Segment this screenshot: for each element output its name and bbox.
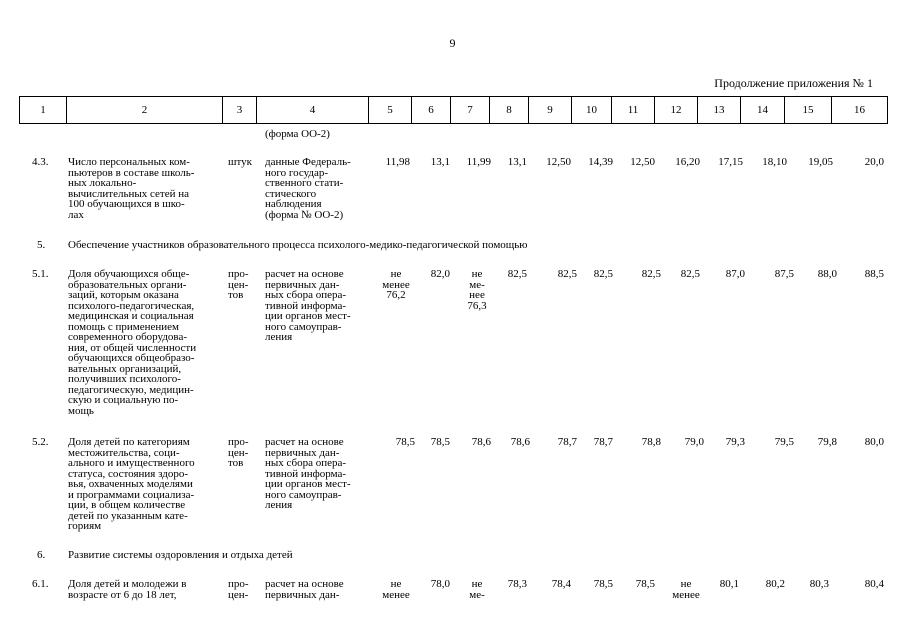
data-source: расчет на основе первичных дан- ных сбора опера- тивной информа- ции органов мест- ного самоуправ- ления [265, 436, 351, 511]
page-number: 9 [449, 36, 456, 50]
value-cell: 12,50 [630, 156, 655, 168]
row-number: 6.1. [32, 578, 49, 590]
value-cell: 78,6 [471, 436, 491, 448]
column-number: 11 [612, 97, 655, 124]
value-cell: 78,5 [395, 436, 415, 448]
value-cell: не ме- [469, 578, 485, 601]
value-cell: 18,10 [762, 156, 787, 168]
value-cell: 11,99 [466, 156, 491, 168]
value-cell: 19,05 [808, 156, 833, 168]
value-cell: 80,4 [864, 578, 884, 590]
value-cell: 17,15 [718, 156, 743, 168]
section-title: Развитие системы оздоровления и отдыха детей [68, 549, 293, 561]
source-carryover: (форма ОО-2) [265, 128, 330, 140]
value-cell: 13,1 [507, 156, 527, 168]
value-cell: 82,5 [680, 268, 700, 280]
value-cell: 87,5 [774, 268, 794, 280]
value-cell: 79,8 [817, 436, 837, 448]
value-cell: 78,5 [593, 578, 613, 590]
value-cell: 87,0 [725, 268, 745, 280]
indicator-name: Доля детей по категориям местожительства, соци- ального и имущественного статуса, состояния здоро- вья, охваченных моделями и программами социализа- ции, в общем количестве детей по указанным кате- гориям [68, 436, 195, 532]
row-number: 5.1. [32, 268, 49, 280]
column-number: 15 [785, 97, 832, 124]
value-cell: 78,3 [507, 578, 527, 590]
value-cell: не менее [382, 578, 410, 601]
value-cell: не менее 76,2 [382, 268, 410, 301]
value-cell: 78,0 [430, 578, 450, 590]
row-number: 5.2. [32, 436, 49, 448]
column-number: 16 [832, 97, 888, 124]
value-cell: 82,5 [507, 268, 527, 280]
column-number: 1 [20, 97, 67, 124]
value-cell: 88,5 [864, 268, 884, 280]
column-number: 3 [223, 97, 257, 124]
appendix-continuation: Продолжение приложения № 1 [714, 76, 873, 90]
value-cell: 79,3 [725, 436, 745, 448]
column-number-header [19, 96, 888, 124]
column-number: 8 [490, 97, 529, 124]
value-cell: 78,8 [641, 436, 661, 448]
value-cell: 16,20 [675, 156, 700, 168]
column-number: 2 [67, 97, 223, 124]
value-cell: 82,0 [430, 268, 450, 280]
value-cell: 13,1 [430, 156, 450, 168]
value-cell: 11,98 [385, 156, 410, 168]
column-number: 7 [451, 97, 490, 124]
data-source: расчет на основе первичных дан- [265, 578, 344, 601]
value-cell: 78,5 [430, 436, 450, 448]
value-cell: 82,5 [641, 268, 661, 280]
value-cell: 20,0 [864, 156, 884, 168]
unit-of-measure: про- цен- тов [228, 436, 249, 469]
column-number: 13 [698, 97, 741, 124]
unit-of-measure: про- цен- тов [228, 268, 249, 301]
value-cell: 82,5 [593, 268, 613, 280]
unit-of-measure: про- цен- [228, 578, 249, 601]
value-cell: 78,7 [593, 436, 613, 448]
indicator-name: Число персональных ком- пьютеров в составе школь- ных локально- вычислительных сетей на 100 обучающихся в шко- лах [68, 156, 195, 221]
unit-of-measure: штук [228, 156, 252, 168]
value-cell: 78,6 [510, 436, 530, 448]
indicator-name: Доля детей и молодежи в возрасте от 6 до 18 лет, [68, 578, 187, 601]
column-number: 4 [257, 97, 369, 124]
column-number: 12 [655, 97, 698, 124]
row-number: 4.3. [32, 156, 49, 168]
indicator-name: Доля обучающихся обще- образовательных органи- заций, которым оказана психолого-педагогическая, медицинская и социальная помощь с применением современного оборудова- ния, от общей численности обучающихся общеобразо- вательных организаций, получивших психолого- педагогическую, медицин- скую и социальную по- мощь [68, 268, 197, 417]
section-number: 5. [37, 239, 46, 251]
value-cell: 80,3 [809, 578, 829, 590]
value-cell: 80,2 [765, 578, 785, 590]
value-cell: не менее [672, 578, 700, 601]
value-cell: 82,5 [557, 268, 577, 280]
data-source: расчет на основе первичных дан- ных сбора опера- тивной информа- ции органов мест- ного самоуправ- ления [265, 268, 351, 343]
section-number: 6. [37, 549, 46, 561]
value-cell: 79,0 [684, 436, 704, 448]
column-number: 9 [529, 97, 572, 124]
value-cell: 80,0 [864, 436, 884, 448]
data-source: данные Федераль- ного государ- ственного стати- стического наблюдения (форма № ОО-2) [265, 156, 351, 221]
value-cell: 78,7 [557, 436, 577, 448]
value-cell: 88,0 [817, 268, 837, 280]
column-number: 5 [369, 97, 412, 124]
value-cell: 78,5 [635, 578, 655, 590]
value-cell: не ме- нее 76,3 [467, 268, 487, 312]
value-cell: 79,5 [774, 436, 794, 448]
value-cell: 12,50 [546, 156, 571, 168]
section-title: Обеспечение участников образовательного процесса психолого-медико-педагогической помощью [68, 239, 528, 251]
value-cell: 78,4 [551, 578, 571, 590]
column-number: 14 [741, 97, 785, 124]
column-number: 10 [572, 97, 612, 124]
value-cell: 14,39 [588, 156, 613, 168]
value-cell: 80,1 [719, 578, 739, 590]
column-number: 6 [412, 97, 451, 124]
